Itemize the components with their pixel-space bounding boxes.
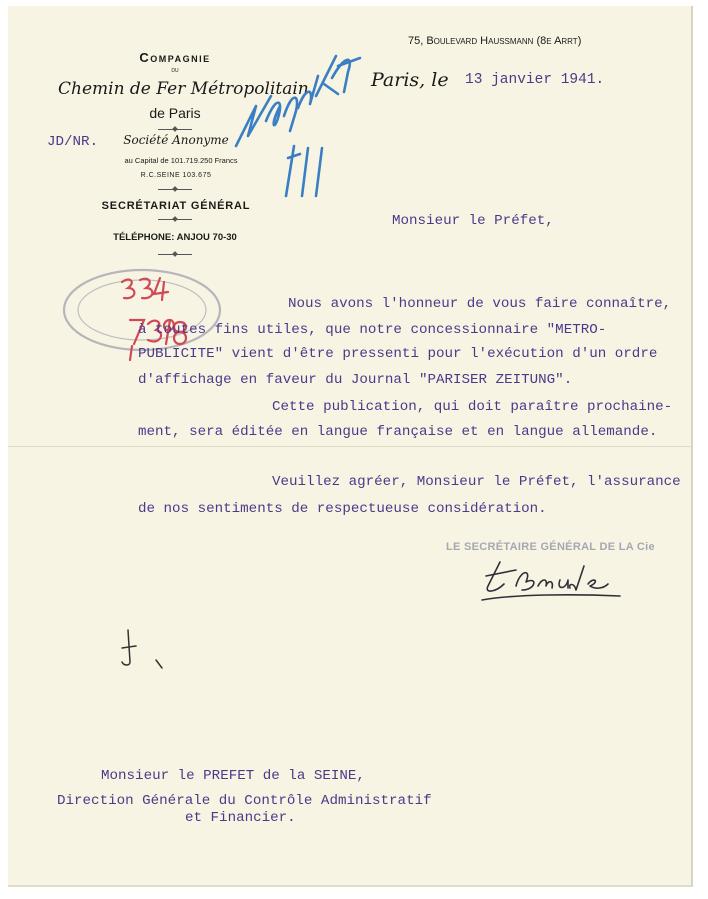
recipient-line-1: Monsieur le PREFET de la SEINE, [101,768,365,784]
letter-page [8,6,693,887]
secretariat-general: SECRÉTARIAT GÉNÉRAL [101,200,251,212]
body-line-7: Veuillez agréer, Monsieur le Préfet, l'assurance [272,474,681,490]
body-line-1: Nous avons l'honneur de vous faire connaître, [288,296,672,312]
divider-1 [158,129,192,130]
body-line-4: d'affichage en faveur du Journal "PARISER ZEITUNG". [138,372,573,388]
address: 75, Boulevard Haussmann (8e Arrt) [408,35,582,47]
telephone: TÉLÉPHONE: ANJOU 70-30 [113,232,237,243]
signature-stamp: LE SECRÉTAIRE GÉNÉRAL DE LA Cie [446,541,655,553]
handwritten-initial [116,626,176,676]
fold-line [8,446,691,447]
reference-initials: JD/NR. [47,134,99,150]
company-du: du [171,67,179,74]
divider-3 [158,219,192,220]
signature [476,556,626,606]
capital-line: au Capital de 101.719.250 Francs [124,156,238,165]
city-paris-le: Paris, le [371,69,449,91]
body-line-8: de nos sentiments de respectueuse considération. [138,501,547,517]
recipient-line-3: et Financier. [185,810,296,826]
company-name-script: Chemin de Fer Métropolitain [58,79,309,99]
recipient-line-2: Direction Générale du Contrôle Administratif [57,793,432,809]
company-name-line3: de Paris [149,105,201,121]
body-line-2: à toutes fins utiles, que notre concessionnaire "METRO- [138,322,607,338]
body-line-5: Cette publication, qui doit paraître prochaine- [272,399,673,415]
divider-2 [158,189,192,190]
company-name-line1: Compagnie [139,50,211,65]
blue-pencil-annotation [226,36,376,206]
body-line-6: ment, sera éditée en langue française et en langue allemande. [138,424,658,440]
rc-line: R.C.SEINE 103.675 [140,172,212,179]
divider-4 [158,254,192,255]
letter-date: 13 janvier 1941. [465,72,605,88]
societe-anonyme: Société Anonyme [123,133,229,147]
salutation: Monsieur le Préfet, [392,213,554,229]
body-line-3: PUBLICITE" vient d'être pressenti pour l'exécution d'un ordre [138,346,658,362]
